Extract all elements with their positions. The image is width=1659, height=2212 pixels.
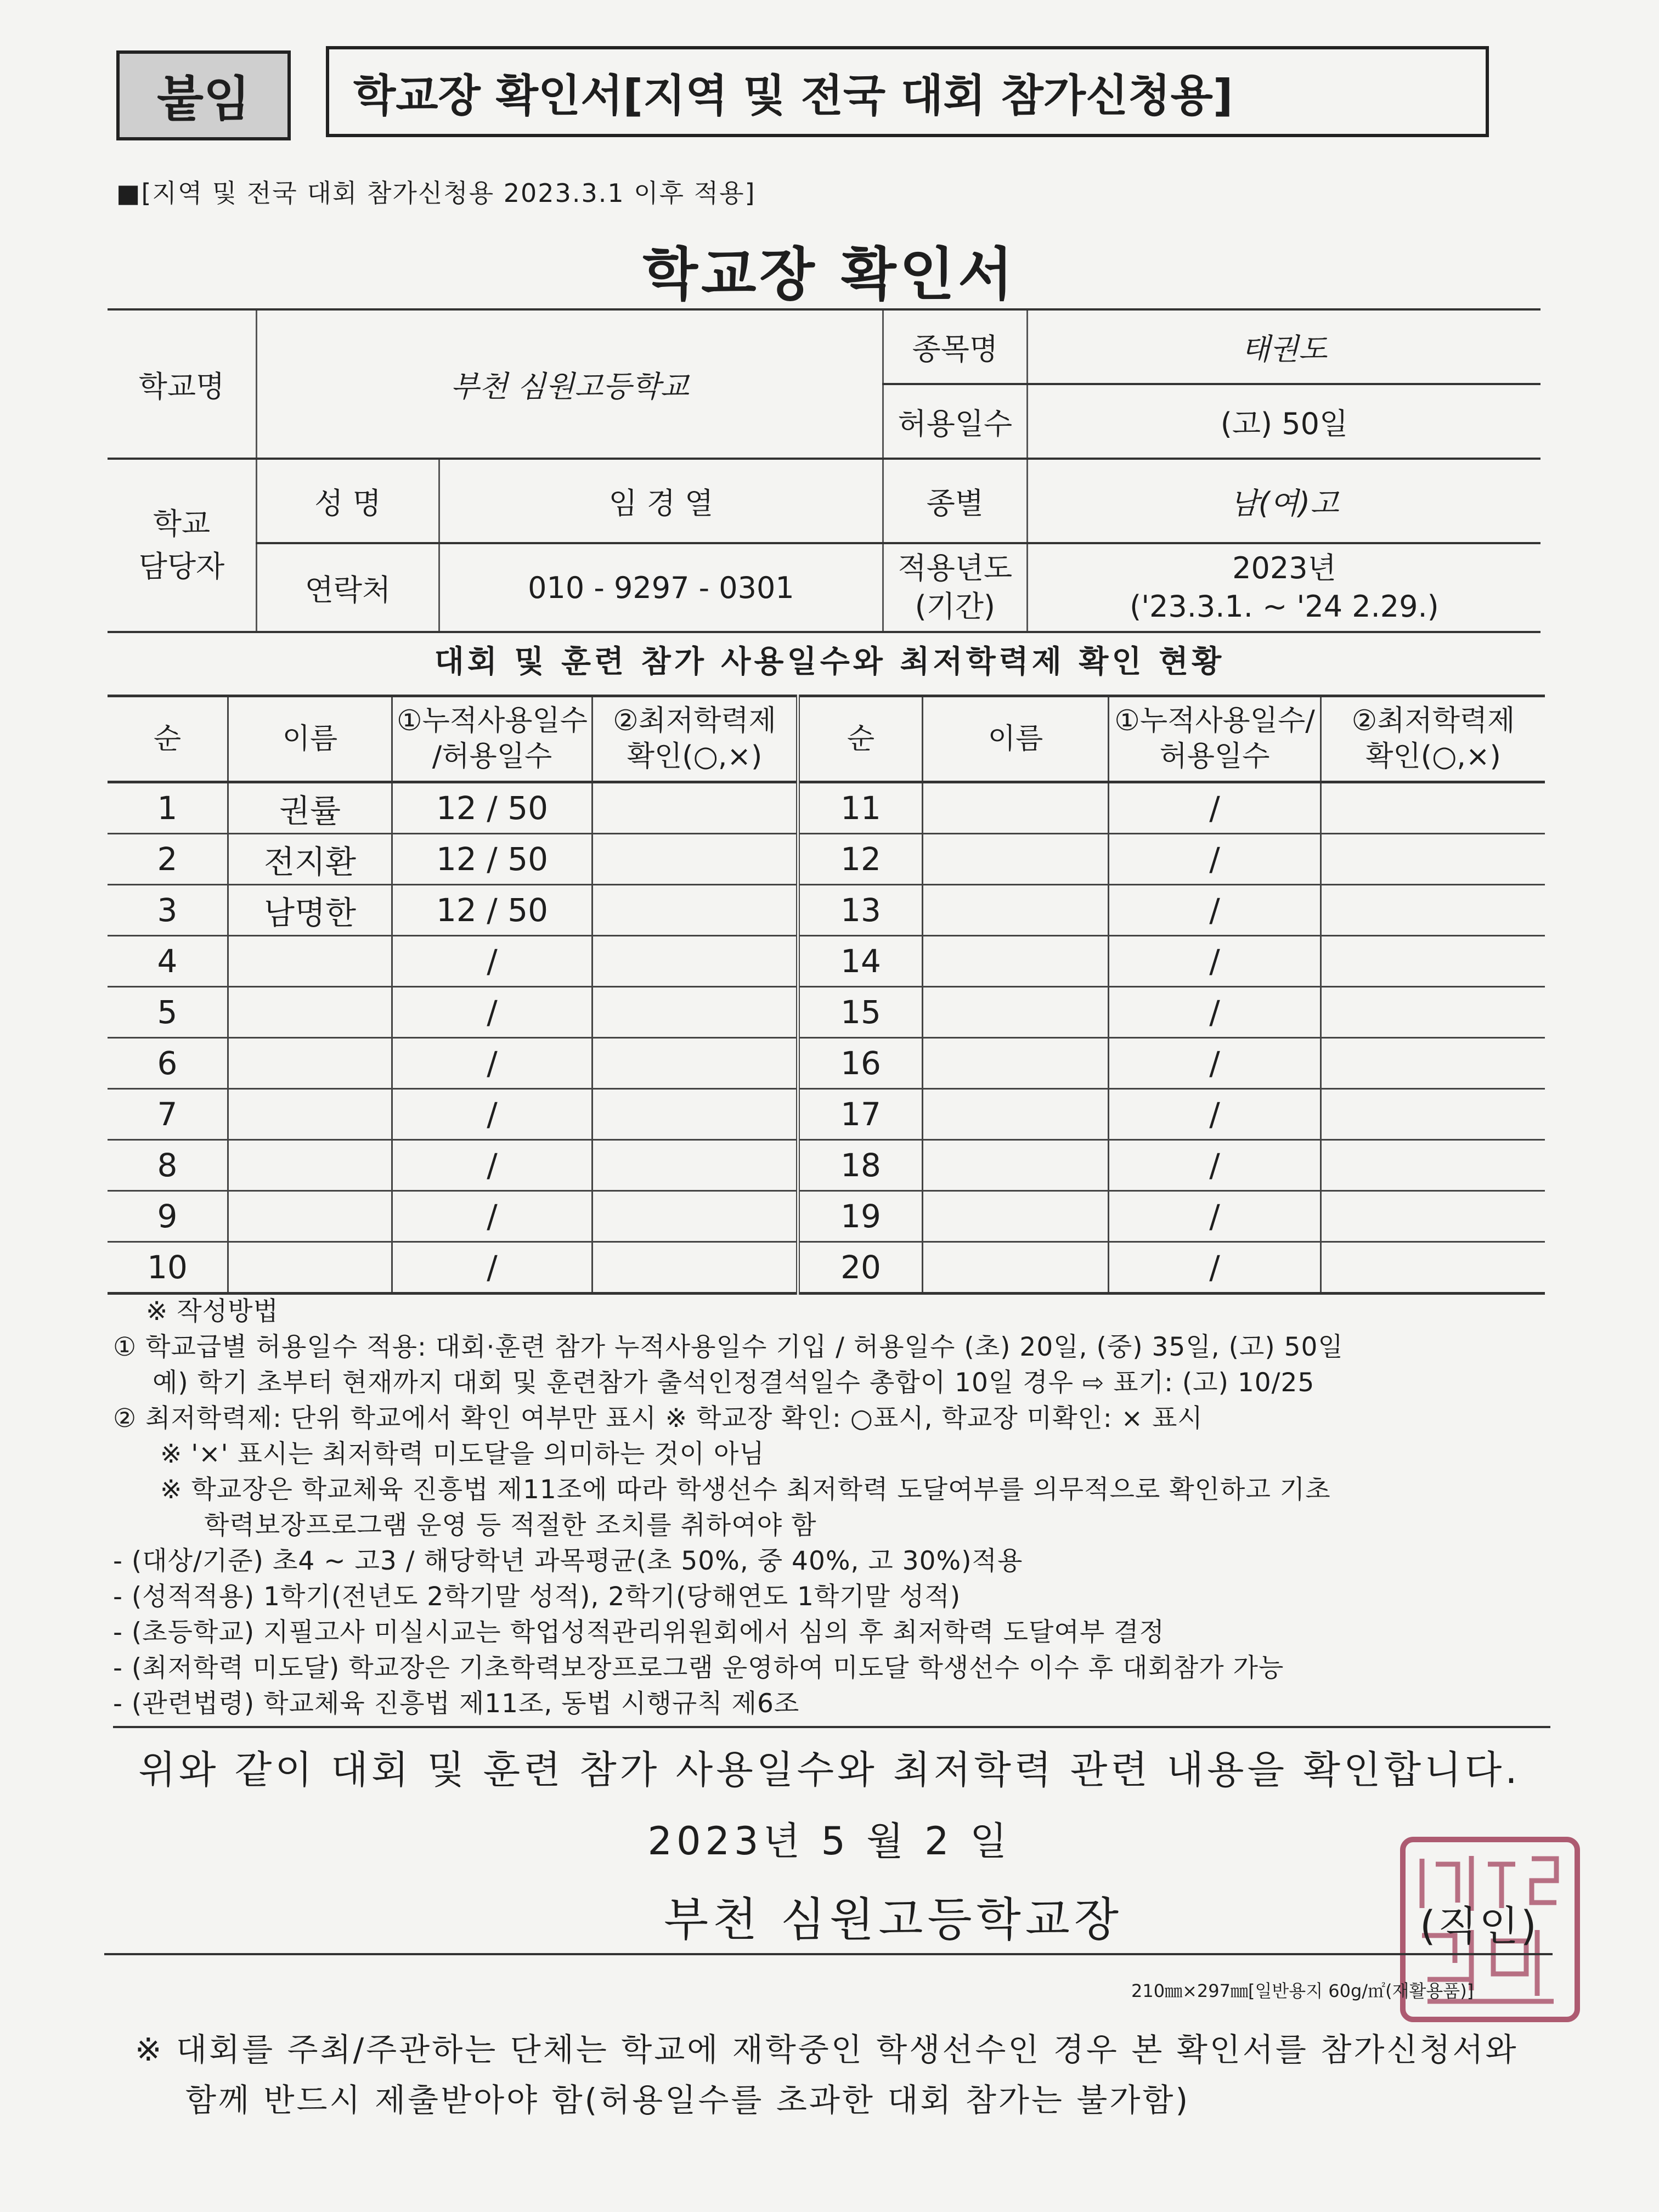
check-cell — [592, 1140, 798, 1191]
row-no: 14 — [798, 936, 923, 987]
used-days: 12 / 50 — [392, 834, 592, 885]
used-days: / — [1109, 936, 1321, 987]
note-1: ① 학교급별 허용일수 적용: 대회·훈련 참가 누적사용일수 기입 / 허용일수 (초) 20일, (중) 35일, (고) 50일 — [113, 1332, 1344, 1362]
row-no: 6 — [108, 1038, 228, 1089]
used-days: / — [392, 1038, 592, 1089]
check-cell — [592, 782, 798, 834]
student-name — [228, 1242, 392, 1294]
document-title: 학교장 확인서[지역 및 전국 대회 참가신청용] — [353, 70, 1233, 121]
check-cell — [592, 1191, 798, 1242]
roster-row — [108, 1140, 1545, 1191]
roster-row — [108, 1191, 1545, 1242]
year-cell — [1027, 543, 1541, 632]
row-no: 17 — [798, 1089, 923, 1140]
student-name — [923, 1140, 1109, 1191]
detail-2: - (성적적용) 1학기(전년도 2학기말 성적), 2학기(당해연도 1학기말 성적) — [113, 1582, 961, 1612]
check-cell — [1321, 1038, 1545, 1089]
detail-1: - (대상/기준) 초4 ~ 고3 / 해당학년 과목평균(초 50%, 중 40%, 고 30%)적용 — [113, 1546, 1023, 1576]
row-no: 9 — [108, 1191, 228, 1242]
check-cell — [592, 987, 798, 1038]
student-name — [923, 936, 1109, 987]
paper-spec: 210㎜×297㎜[일반용지 60g/㎡(재활용품)] — [1131, 1980, 1474, 2001]
confirmation-statement: 위와 같이 대회 및 훈련 참가 사용일수와 최저학력 관련 내용을 확인합니다. — [138, 1747, 1521, 1792]
student-name: 전지환 — [228, 834, 392, 885]
roster-row — [108, 782, 1545, 834]
used-days: 12 / 50 — [392, 885, 592, 936]
roster-row — [108, 987, 1545, 1038]
row-no: 11 — [798, 782, 923, 834]
main-title: 학교장 확인서 — [642, 241, 1017, 308]
used-days: / — [1109, 885, 1321, 936]
allowed-days-label: 허용일수 — [883, 384, 1027, 459]
detail-5: - (관련법령) 학교체육 진흥법 제11조, 동법 시행규칙 제6조 — [113, 1689, 800, 1719]
roster-table — [108, 695, 1545, 1295]
notes-heading: ※ 작성방법 — [146, 1296, 279, 1327]
instructions — [113, 1294, 1550, 1728]
manager-label: 학교 담당자 — [108, 459, 257, 632]
school-label: 학교명 — [108, 309, 257, 459]
row-no: 1 — [108, 782, 228, 834]
footer-line-1: ※ 대회를 주최/주관하는 단체는 학교에 재학중인 학생선수인 경우 본 확인서를 참가신청서와 — [135, 2031, 1519, 2068]
roster-row — [108, 885, 1545, 936]
check-cell — [1321, 885, 1545, 936]
used-days: / — [1109, 1089, 1321, 1140]
col-check-left: ②최저학력제 확인(○,×) — [592, 696, 798, 782]
used-days: / — [1109, 1140, 1321, 1191]
check-cell — [1321, 936, 1545, 987]
row-no: 18 — [798, 1140, 923, 1191]
roster-row — [108, 936, 1545, 987]
col-days-right: ①누적사용일수/ 허용일수 — [1109, 696, 1321, 782]
used-days: 12 / 50 — [392, 782, 592, 834]
check-cell — [1321, 1140, 1545, 1191]
check-cell — [592, 834, 798, 885]
row-no: 19 — [798, 1191, 923, 1242]
principal-name: 부천 심원고등학교장 — [664, 1893, 1123, 1946]
used-days: / — [1109, 987, 1321, 1038]
section-title: 대회 및 훈련 참가 사용일수와 최저학력제 확인 현황 — [434, 644, 1225, 680]
col-check-right: ②최저학력제 확인(○,×) — [1321, 696, 1545, 782]
name-label: 성 명 — [257, 459, 439, 543]
used-days: / — [1109, 834, 1321, 885]
row-no: 4 — [108, 936, 228, 987]
note-4: ※ 학교장은 학교체육 진흥법 제11조에 따라 학생선수 최저학력 도달여부를 의무적으로 확인하고 기초 — [160, 1475, 1331, 1505]
event-label: 종목명 — [883, 309, 1027, 384]
row-no: 13 — [798, 885, 923, 936]
used-days: / — [1109, 1038, 1321, 1089]
check-cell — [592, 936, 798, 987]
row-no: 5 — [108, 987, 228, 1038]
used-days: / — [392, 936, 592, 987]
note-2: ② 최저학력제: 단위 학교에서 확인 여부만 표시 ※ 학교장 확인: ○표시, 학교장 미확인: × 표시 — [113, 1403, 1203, 1434]
footer-line-2: 함께 반드시 제출받아야 함(허용일수를 초과한 대회 참가는 불가함) — [185, 2081, 1190, 2119]
used-days: / — [392, 1242, 592, 1294]
check-cell — [1321, 1191, 1545, 1242]
issue-date: 2023년 5 월 2 일 — [647, 1819, 1012, 1864]
student-name — [923, 1038, 1109, 1089]
student-name — [923, 834, 1109, 885]
name-value: 임 경 열 — [439, 459, 883, 543]
row-no: 3 — [108, 885, 228, 936]
col-name-left: 이름 — [228, 696, 392, 782]
student-name — [923, 782, 1109, 834]
year-label: 적용년도 (기간) — [883, 543, 1027, 632]
event-value: 태권도 — [1027, 309, 1541, 384]
row-no: 2 — [108, 834, 228, 885]
row-no: 20 — [798, 1242, 923, 1294]
col-name-right: 이름 — [923, 696, 1109, 782]
year-value: 2023년 — [1232, 551, 1336, 585]
used-days: / — [1109, 1191, 1321, 1242]
roster-row — [108, 1038, 1545, 1089]
note-3: ※ '×' 표시는 최저학력 미도달을 의미하는 것이 아님 — [160, 1439, 765, 1469]
student-name — [923, 987, 1109, 1038]
attachment-tag — [116, 50, 291, 140]
detail-3: - (초등학교) 지필고사 미실시교는 학업성적관리위원회에서 심의 후 최저학력 도달여부 결정 — [113, 1617, 1165, 1647]
contact-value: 010 - 9297 - 0301 — [439, 543, 883, 632]
student-name: 남명한 — [228, 885, 392, 936]
student-name — [923, 1242, 1109, 1294]
student-name — [923, 1191, 1109, 1242]
used-days: / — [392, 1140, 592, 1191]
gender-label: 종별 — [883, 459, 1027, 543]
student-name — [228, 1140, 392, 1191]
check-cell — [592, 1038, 798, 1089]
footer-note — [135, 2024, 1519, 2125]
student-name — [923, 1089, 1109, 1140]
allowed-days-value: (고) 50일 — [1027, 384, 1541, 459]
student-name: 권률 — [228, 782, 392, 834]
col-no-left: 순 — [108, 696, 228, 782]
used-days: / — [1109, 1242, 1321, 1294]
row-no: 15 — [798, 987, 923, 1038]
detail-4: - (최저학력 미도달) 학교장은 기초학력보장프로그램 운영하여 미도달 학생선수 이수 후 대회참가 가능 — [113, 1653, 1284, 1683]
school-info-table — [108, 308, 1541, 633]
check-cell — [592, 1089, 798, 1140]
check-cell — [1321, 834, 1545, 885]
student-name — [923, 885, 1109, 936]
contact-label: 연락처 — [257, 543, 439, 632]
row-no: 8 — [108, 1140, 228, 1191]
bottom-rule — [104, 1953, 1553, 1955]
row-no: 12 — [798, 834, 923, 885]
attachment-tag-label: 붙임 — [156, 71, 251, 127]
school-value: 부천 심원고등학교 — [257, 309, 883, 459]
check-cell — [1321, 1242, 1545, 1294]
subheading: ■[지역 및 전국 대회 참가신청용 2023.3.1 이후 적용] — [116, 178, 756, 208]
gender-value: 남(여)고 — [1027, 459, 1541, 543]
used-days: / — [392, 1089, 592, 1140]
check-cell — [1321, 1089, 1545, 1140]
used-days: / — [1109, 782, 1321, 834]
check-cell — [1321, 987, 1545, 1038]
row-no: 10 — [108, 1242, 228, 1294]
seal-label: (직인) — [1420, 1903, 1539, 1950]
check-cell — [592, 885, 798, 936]
student-name — [228, 1038, 392, 1089]
col-days-left: ①누적사용일수 /허용일수 — [392, 696, 592, 782]
roster-row — [108, 834, 1545, 885]
check-cell — [592, 1242, 798, 1294]
note-1-example: 예) 학기 초부터 현재까지 대회 및 훈련참가 출석인정결석일수 총합이 10일 경우 ⇨ 표기: (고) 10/25 — [153, 1368, 1315, 1398]
col-no-right: 순 — [798, 696, 923, 782]
student-name — [228, 1191, 392, 1242]
student-name — [228, 1089, 392, 1140]
student-name — [228, 936, 392, 987]
roster-row — [108, 1242, 1545, 1294]
used-days: / — [392, 1191, 592, 1242]
row-no: 16 — [798, 1038, 923, 1089]
note-4-cont: 학력보장프로그램 운영 등 적절한 조치를 취하여야 함 — [204, 1510, 817, 1541]
divider — [113, 1726, 1550, 1728]
roster-row — [108, 1089, 1545, 1140]
document-title-box — [326, 46, 1489, 137]
student-name — [228, 987, 392, 1038]
used-days: / — [392, 987, 592, 1038]
check-cell — [1321, 782, 1545, 834]
row-no: 7 — [108, 1089, 228, 1140]
period-value: ('23.3.1. ~ '24 2.29.) — [1130, 589, 1439, 624]
